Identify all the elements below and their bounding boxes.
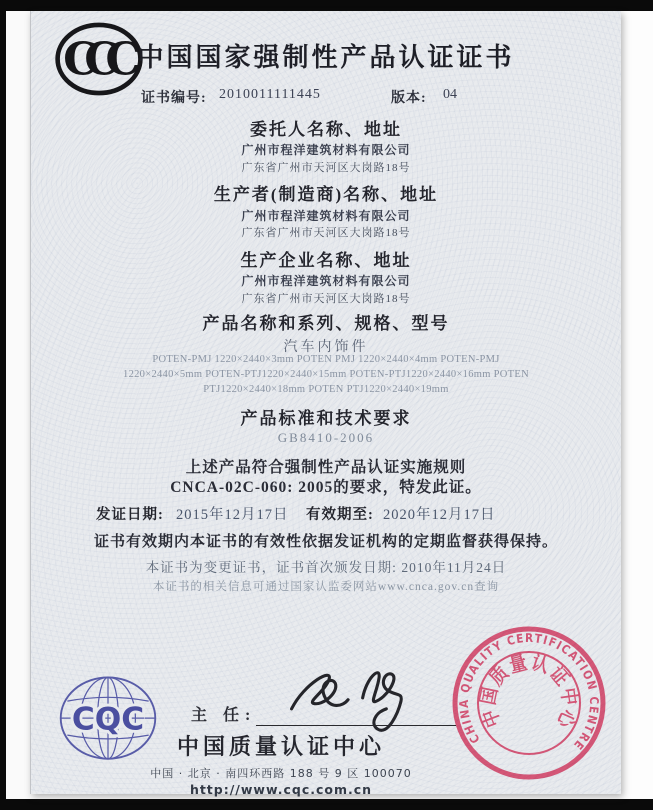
product-models [31, 352, 621, 397]
director-label: 主 任: [191, 707, 257, 724]
product-name: 汽车内饰件 [283, 340, 369, 355]
svg-text:CHINA QUALITY CERTIFICATION [449, 623, 609, 783]
product-models-line-3: PTJ1220×2440×18mm POTEN PTJ1220×2440×19mm [203, 384, 449, 395]
change-note: 本证书为变更证书，证书首次颁发日期: 2010年11月24日 [145, 560, 507, 575]
product-models-line-1: POTEN-PMJ 1220×2440×3mm POTEN PMJ 1220×2440×4mm POTEN-PMJ [152, 354, 500, 365]
product-heading: 产品名称和系列、规格、型号 [202, 314, 450, 333]
factory-heading: 生产企业名称、地址 [240, 251, 412, 270]
certificate-title: 中国国家强制性产品认证证书 [137, 43, 515, 72]
issue-date-label: 发证日期: [96, 507, 164, 523]
cert-no-value: 2010011111445 [219, 87, 321, 102]
statement-line-1: 上述产品符合强制性产品认证实施规则 [185, 459, 467, 476]
certificate-page [30, 11, 621, 797]
factory-address: 广东省广州市天河区大岗路18号 [241, 293, 411, 305]
applicant-name: 广州市程洋建筑材料有限公司 [241, 143, 411, 157]
version-label: 版本: [391, 91, 427, 106]
manufacturer-address: 广东省广州市天河区大岗路18号 [241, 227, 411, 239]
valid-until-label: 有效期至: [306, 507, 374, 523]
scan-page-edge [6, 11, 30, 799]
ccc-letters: CCC [63, 32, 127, 86]
applicant-heading: 委托人名称、地址 [250, 120, 402, 139]
validity-note: 证书有效期内本证书的有效性依据发证机构的定期监督获得保持。 [93, 534, 558, 550]
dates-row [31, 503, 621, 523]
certificate-number-row [31, 87, 621, 107]
product-models-line-2: 1220×2440×5mm POTEN-PTJ1220×2440×15mm POTEN-PTJ1220×2440×16mm POTEN [123, 369, 529, 380]
applicant-address: 广东省广州市天河区大岗路18号 [241, 162, 411, 174]
valid-until-value: 2020年12月17日 [383, 507, 496, 523]
seal-inner-text: 中国质量认证中心 [476, 650, 582, 736]
scan-border-bottom [0, 799, 653, 810]
org-name: 中国质量认证中心 [176, 734, 385, 759]
scan-border-top [0, 0, 653, 11]
org-address: 中国 · 北京 · 南四环西路 188 号 9 区 100070 [150, 767, 412, 780]
cqc-letters: CQC [71, 701, 145, 738]
manufacturer-heading: 生产者(制造商)名称、地址 [213, 185, 439, 204]
cert-no-label: 证书编号: [141, 91, 207, 106]
seal-outer-text: CHINA QUALITY CERTIFICATION CENTRE [456, 630, 602, 754]
issue-date-value: 2015年12月17日 [176, 507, 289, 523]
org-website: http://www.cqc.com.cn [189, 782, 373, 797]
standard-value: GB8410-2006 [277, 430, 375, 445]
signature-line [256, 725, 456, 726]
factory-name: 广州市程洋建筑材料有限公司 [241, 274, 411, 288]
standard-heading: 产品标准和技术要求 [240, 409, 412, 428]
manufacturer-name: 广州市程洋建筑材料有限公司 [241, 209, 411, 223]
version-value: 04 [443, 87, 457, 102]
query-note: 本证书的相关信息可通过国家认监委网站www.cnca.gov.cn查询 [152, 581, 500, 593]
red-seal [449, 623, 609, 783]
statement-line-2: CNCA-02C-060: 2005的要求，特发此证。 [170, 479, 482, 496]
